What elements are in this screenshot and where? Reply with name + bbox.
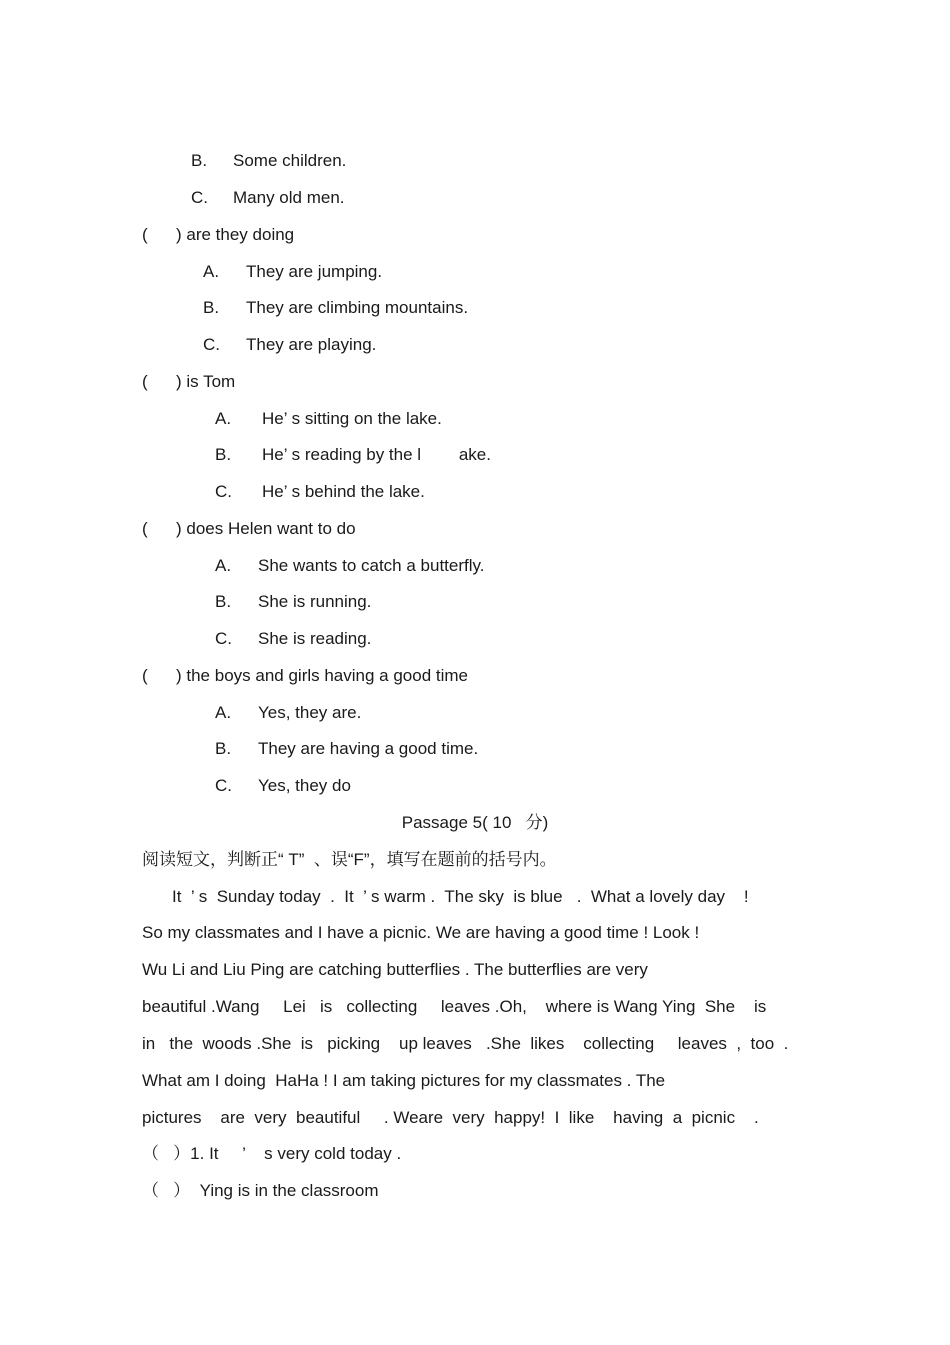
option-b-text: She is running. bbox=[258, 592, 372, 611]
passage-title: Passage 5( 10 分) bbox=[401, 813, 549, 832]
question-stem: ( ) the boys and girls having a good time bbox=[142, 666, 469, 685]
option-b-label: B. bbox=[215, 592, 232, 611]
passage-line: What am I doing HaHa ! I am taking pictures for my classmates . The bbox=[142, 1071, 666, 1090]
question-stem: ( ) does Helen want to do bbox=[142, 519, 356, 538]
option-c-label: C. bbox=[203, 335, 220, 354]
option-c-text: Yes, they do bbox=[258, 776, 351, 795]
option-a-text: He’ s sitting on the lake. bbox=[262, 409, 442, 428]
option-a-text: They are jumping. bbox=[246, 262, 383, 281]
option-c-label: C. bbox=[215, 629, 232, 648]
option-b-label: B. bbox=[215, 445, 232, 464]
option-a-label: A. bbox=[215, 703, 232, 722]
passage-instruction: 阅读短文，判断正“ T” 、误“F”，填写在题前的括号内。 bbox=[142, 850, 557, 869]
option-b-text: He’ s reading by the l ake. bbox=[262, 445, 491, 464]
passage-line: in the woods .She is picking up leaves .She likes collecting leaves , too . bbox=[142, 1034, 789, 1053]
option-c-text: He’ s behind the lake. bbox=[262, 482, 425, 501]
judgment-item: （ ）1. It ’ s very cold today . bbox=[142, 1144, 402, 1163]
option-a-label: A. bbox=[215, 556, 232, 575]
option-a-label: A. bbox=[215, 409, 232, 428]
option-b-label: B. bbox=[191, 151, 208, 170]
passage-line: Wu Li and Liu Ping are catching butterflies . The butterflies are very bbox=[142, 960, 648, 979]
option-a-label: A. bbox=[203, 262, 220, 281]
option-a-text: She wants to catch a butterfly. bbox=[258, 556, 485, 575]
option-b-text: They are climbing mountains. bbox=[246, 298, 469, 317]
passage-line: pictures are very beautiful . Weare very happy! I like having a picnic . bbox=[142, 1108, 759, 1127]
option-b-text: Some children. bbox=[233, 151, 347, 170]
question-stem: ( ) are they doing bbox=[142, 225, 295, 244]
passage-line: beautiful .Wang Lei is collecting leaves .Oh, where is Wang Ying She is bbox=[142, 997, 767, 1016]
option-c-label: C. bbox=[215, 776, 232, 795]
passage-line: It ’ s Sunday today . It ’ s warm . The sky is blue . What a lovely day ! bbox=[172, 887, 749, 906]
option-c-label: C. bbox=[215, 482, 232, 501]
passage-line: So my classmates and I have a picnic. We are having a good time ! Look ! bbox=[142, 923, 700, 942]
question-stem: ( ) is Tom bbox=[142, 372, 236, 391]
judgment-item: （ ） Ying is in the classroom bbox=[142, 1181, 379, 1200]
option-c-label: C. bbox=[191, 188, 208, 207]
option-b-text: They are having a good time. bbox=[258, 739, 479, 758]
option-c-text: Many old men. bbox=[233, 188, 345, 207]
option-c-text: They are playing. bbox=[246, 335, 377, 354]
option-c-text: She is reading. bbox=[258, 629, 372, 648]
option-b-label: B. bbox=[215, 739, 232, 758]
option-a-text: Yes, they are. bbox=[258, 703, 362, 722]
option-b-label: B. bbox=[203, 298, 220, 317]
